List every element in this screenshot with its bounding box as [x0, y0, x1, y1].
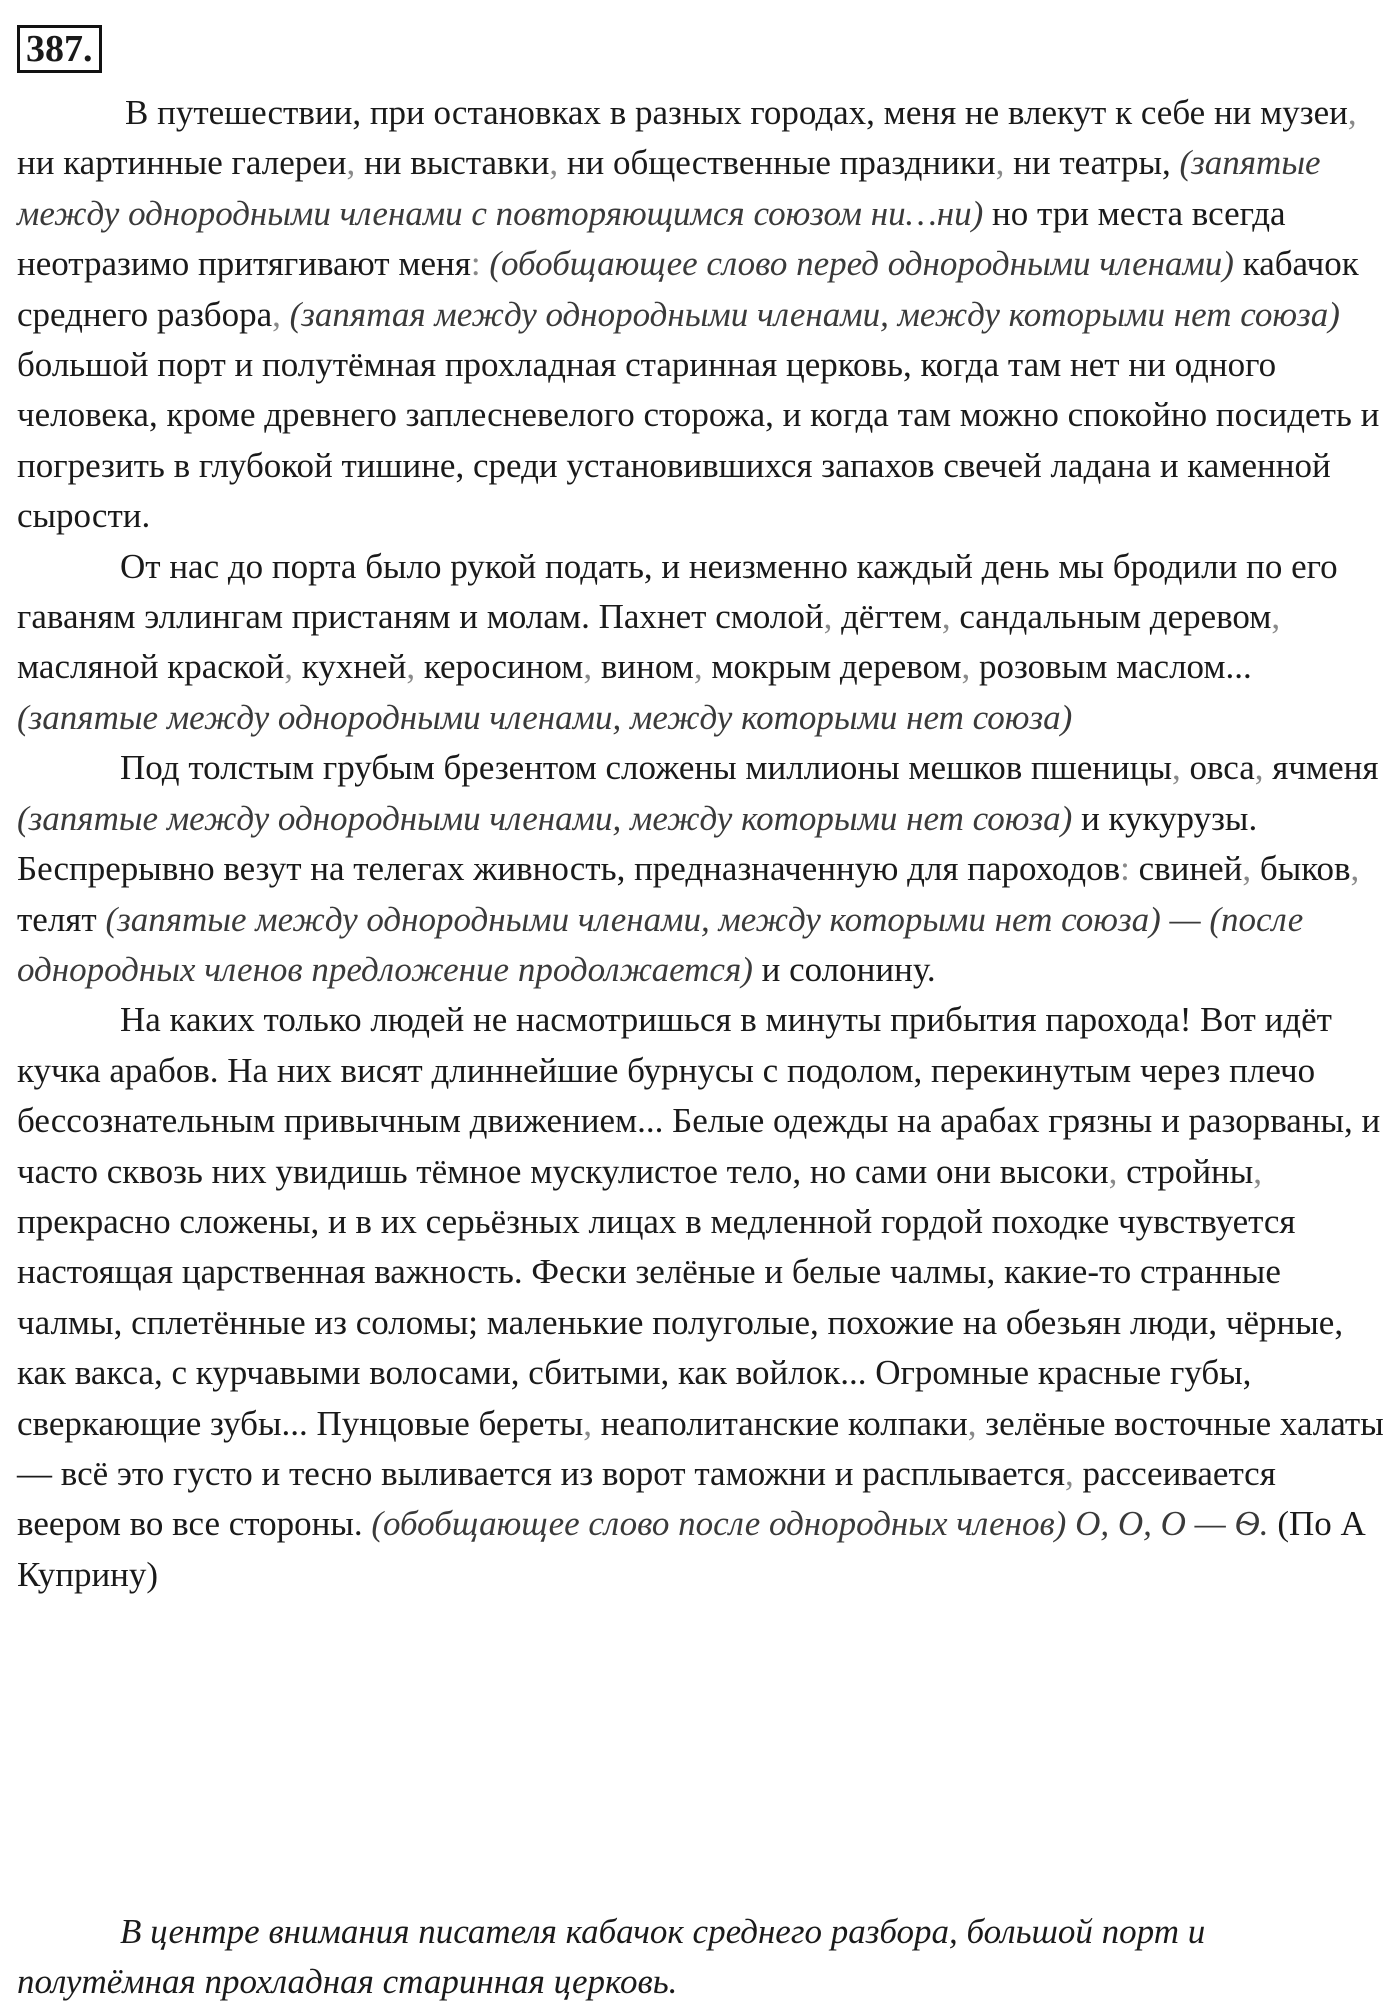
text-run: керосином [415, 647, 584, 687]
paragraph-2 [17, 542, 1387, 744]
text-run: От нас до порта было рукой подать, и неизменно каждый день мы бродили по его гаваням эллингам пристаням и молам. Пахнет смолой [17, 546, 1338, 637]
punctuation-mark: , [693, 647, 703, 687]
text-run: масляной краской [17, 647, 285, 687]
punctuation-mark: : [470, 244, 481, 284]
punctuation-mark: , [941, 597, 951, 637]
punctuation-mark: , [995, 143, 1005, 183]
punctuation-mark: , [1108, 1151, 1118, 1191]
grammar-note: (запятые между однородными членами, между которыми нет союза) [17, 798, 1073, 838]
punctuation-mark: , [967, 1403, 977, 1443]
paragraph-1 [17, 88, 1387, 542]
text-run: зелёные восточные халаты — всё это густо и тесно выливается из ворот таможни и расплывается [17, 1403, 1384, 1493]
punctuation-mark: , [1350, 849, 1360, 889]
text-run [281, 295, 290, 334]
text-run: быков [1251, 849, 1351, 889]
conclusion-text: В центре внимания писателя кабачок среднего разбора, большой порт и полутёмная прохладная старинная церковь. [17, 1912, 1206, 2002]
punctuation-mark: , [549, 143, 559, 183]
text-run: дёгтем [832, 597, 942, 637]
text-run: ни общественные праздники [558, 143, 996, 183]
text-run: неаполитанские колпаки [592, 1403, 968, 1443]
text-run: мокрым деревом [702, 647, 962, 687]
punctuation-mark: , [961, 647, 971, 687]
paragraph-4 [17, 995, 1387, 1600]
punctuation-mark: , [1171, 748, 1181, 788]
paragraph-3 [17, 743, 1387, 995]
grammar-note: (запятые между однородными членами с повторяющимся союзом ни…ни) [17, 143, 1321, 233]
exercise-text [17, 88, 1387, 1600]
text-run: телят [17, 899, 106, 939]
text-run: ни картинные галереи [17, 143, 347, 183]
punctuation-mark: , [272, 294, 281, 334]
text-run: свиней [1129, 849, 1243, 889]
text-run: Под толстым грубым брезентом сложены миллионы мешков пшеницы [120, 748, 1172, 788]
text-run: В путешествии, при остановках в разных городах, меня не влекут к себе ни музеи [125, 93, 1348, 132]
punctuation-mark: , [1347, 93, 1357, 132]
grammar-note: (запятые между однородными членами, между которыми нет союза) [17, 697, 1073, 737]
punctuation-mark: , [1254, 748, 1264, 788]
text-run: прекрасно сложены, и в их серьёзных лицах в медленной гордой походке чувствуется настоящая царственная важность. Фески зелёные и белые чалмы, какие-то странные чалмы, сплетённые из соломы; маленькие полуголые, похожие на обезьян люди, чёрные, как вакса, с курчавыми волосами, сбитыми, как войлок... Огромные красные губы, сверкающие зубы... Пунцовые береты [17, 1201, 1344, 1443]
text-run: (По А Куприну) [17, 1504, 1366, 1594]
punctuation-mark: , [1065, 1453, 1074, 1493]
text-run: сандальным деревом [950, 597, 1272, 637]
exercise-number: 387. [17, 25, 102, 73]
text-run: и кукурузы. Беспрерывно везут на телегах живность, предназначенную для пароходов [17, 798, 1258, 889]
text-run: большой порт и полутёмная прохладная старинная церковь, когда там нет ни одного человека, кроме древнего заплесневелого сторожа, и когда там можно спокойно посидеть и погрезить в глубокой тишине, среди установившихся запахов свечей ладана и каменной сырости. [17, 345, 1380, 536]
text-run: рассеивается веером во все стороны. [17, 1453, 1276, 1544]
text-run: ни театры, [1004, 143, 1180, 183]
grammar-note: (обобщающее слово перед однородными членами) [489, 244, 1234, 284]
grammar-note: (запятые между однородными членами, между которыми нет союза) — (после однородных членов предложение продолжается) [17, 899, 1304, 989]
punctuation-mark: , [1271, 597, 1281, 637]
text-run: На каких только людей не насмотришься в минуты прибытия парохода! Вот идёт кучка арабов. На них висят длиннейшие бурнусы с подолом, перекинутым через плечо бессознательным привычным движением... Белые одежды на арабах грязны и разорваны, и часто сквозь них увидишь тёмное мускулистое тело, но сами они высоки [17, 1000, 1381, 1191]
text-run: овса [1180, 748, 1255, 788]
text-run: но три места всегда неотразимо притягивают меня [17, 193, 1286, 284]
text-run: вином [592, 647, 694, 687]
grammar-note: (обобщающее слово после однородных членов) О, О, О — Ѳ. [371, 1504, 1269, 1544]
punctuation-mark: , [346, 143, 356, 183]
text-run: ни выставки [355, 143, 550, 183]
punctuation-mark: , [823, 597, 833, 637]
punctuation-mark: , [406, 647, 416, 687]
text-run: кабачок среднего разбора [17, 244, 1359, 334]
punctuation-mark: , [583, 1403, 593, 1443]
punctuation-mark: , [1242, 849, 1252, 889]
text-run: и солонину. [752, 949, 936, 989]
text-run: кухней [293, 647, 407, 687]
text-run: стройны [1117, 1151, 1254, 1191]
punctuation-mark: , [284, 647, 294, 687]
grammar-note: (запятая между однородными членами, между которыми нет союза) [289, 294, 1340, 334]
punctuation-mark: , [1253, 1151, 1263, 1191]
punctuation-mark: : [1120, 849, 1130, 889]
punctuation-mark: , [583, 647, 593, 687]
text-run: розовым маслом... [970, 647, 1252, 687]
text-run: ячменя [1263, 748, 1379, 788]
